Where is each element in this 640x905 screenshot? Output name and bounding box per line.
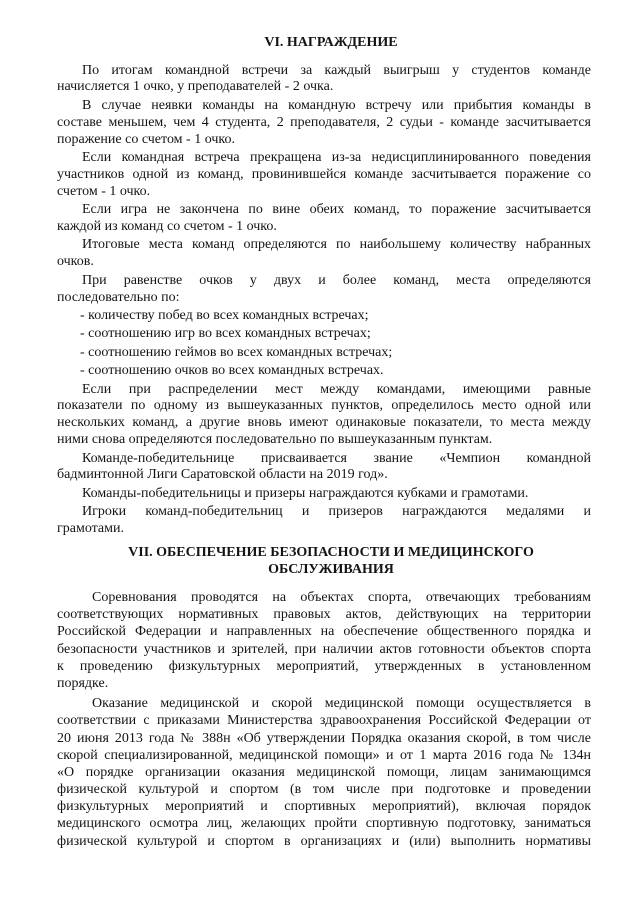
text-line: составе меньшем, чем 4 студента, 2 преподавателя, 2 судьи - команде засчитывается — [57, 114, 591, 130]
text-line: безопасности участников и зрителей, при наличии актов готовности объектов спорта — [57, 641, 591, 657]
text-line: Соревнования проводятся на объектах спорта, отвечающих требованиям — [92, 590, 591, 605]
text-line: Если командная встреча прекращена из-за недисциплинированного поведения — [82, 149, 591, 165]
paragraph — [57, 202, 591, 236]
section-heading — [57, 34, 591, 51]
text-line: начисляется 1 очко, у преподавателей - 2 очка. — [57, 79, 334, 95]
text-line: В случае неявки команды на командную встречу или прибытия команды в — [82, 97, 591, 113]
paragraph — [57, 63, 591, 97]
text-line: Команды-победительницы и призеры награждаются кубками и грамотами. — [82, 485, 529, 501]
heading-line: VI. НАГРАЖДЕНИЕ — [264, 34, 398, 50]
list-item — [57, 363, 591, 380]
text-line: По итогам командной встречи за каждый выигрыш у студентов команде — [82, 62, 591, 78]
section-heading — [57, 544, 591, 578]
text-line: к проведению физкультурных мероприятий, утвержденных в установленном — [57, 658, 591, 674]
paragraph — [57, 98, 591, 149]
paragraph — [57, 504, 591, 538]
text-line: соответствии с приказами Министерства здравоохранения Российской Федерации от — [57, 713, 591, 729]
section-safety-medical — [57, 544, 591, 850]
paragraph — [57, 273, 591, 307]
section-awards — [57, 34, 591, 539]
text-line: счетом - 1 очко. — [57, 183, 151, 199]
text-line: нескольких команд, а другие вновь имеют одинаковые показатели, то места между — [57, 415, 591, 431]
paragraph — [57, 237, 591, 271]
text-line: Оказание медицинской и скорой медицинской помощи осуществляется в — [92, 696, 591, 712]
heading-line: ОБСЛУЖИВАНИЯ — [268, 562, 394, 577]
list-item — [57, 326, 591, 343]
list-item — [57, 308, 591, 325]
list-item-text: - соотношению геймов во всех командных встречах; — [80, 344, 393, 360]
text-line: физкультурных мероприятий и спортивных мероприятий), включая порядок — [57, 799, 591, 815]
text-line: грамотами. — [57, 521, 124, 537]
paragraph — [57, 589, 591, 692]
paragraph — [57, 382, 591, 450]
text-line: Команде-победительнице присваивается звание «Чемпион командной — [82, 450, 591, 466]
text-line: поражение со счетом - 1 очко. — [57, 131, 235, 147]
paragraph — [57, 451, 591, 485]
text-line: участников одной из команд, провинившейся команде засчитывается поражение со — [57, 166, 591, 182]
text-line: медицинского осмотра лиц, желающих пройти спортивную подготовку, заниматься — [57, 816, 591, 832]
list-item-text: - соотношению очков во всех командных встречах. — [80, 363, 384, 379]
text-line: Игроки команд-победительниц и призеров награждаются медалями и — [82, 504, 591, 520]
text-line: каждой из команд со счетом - 1 очко. — [57, 219, 277, 235]
text-line: Итоговые места команд определяются по наибольшему количеству набранных — [82, 237, 591, 253]
list-item — [57, 345, 591, 362]
text-line: «О порядке организации оказания медицинской помощи, лицам занимающимся — [57, 764, 591, 780]
text-line: скорой специализированной, медицинской помощи» и от 1 марта 2016 года № 134н — [57, 747, 591, 763]
paragraph — [57, 695, 591, 850]
text-line: Российской Федерации и направленных на обеспечение общественного порядка и — [57, 624, 591, 640]
text-line: показатели по одному из вышеуказанных пунктов, определилось место одной или — [57, 398, 591, 414]
text-line: 20 июня 2013 года № 388н «Об утверждении Порядка оказания скорой, в том числе — [57, 730, 591, 746]
text-line: последовательно по: — [57, 289, 180, 305]
heading-line: VII. ОБЕСПЕЧЕНИЕ БЕЗОПАСНОСТИ И МЕДИЦИНСКОГО — [128, 545, 534, 560]
text-line: ними снова определяются последовательно по вышеуказанным пунктам. — [57, 432, 493, 448]
text-line: физической культурой и спортом (в том числе при подготовке и проведении — [57, 782, 591, 798]
text-line: Если игра не закончена по вине обеих команд, то поражение засчитывается — [82, 202, 591, 218]
text-line: соответствующих нормативных правовых актов, действующих на территории — [57, 607, 591, 623]
text-line: очков. — [57, 254, 94, 270]
text-line: порядке. — [57, 675, 109, 691]
list-item-text: - количеству побед во всех командных встречах; — [80, 307, 369, 323]
text-line: физической культурой и спортом в организациях и (или) выполнить нормативы — [57, 833, 591, 849]
text-line: Если при распределении мест между командами, имеющими равные — [82, 381, 591, 397]
text-line: При равенстве очков у двух и более команд, места определяются — [82, 272, 591, 288]
paragraph — [57, 150, 591, 201]
list-item-text: - соотношению игр во всех командных встречах; — [80, 326, 371, 342]
paragraph — [57, 486, 591, 503]
text-line: бадминтонной Лиги Саратовской области на 2019 год». — [57, 467, 388, 483]
